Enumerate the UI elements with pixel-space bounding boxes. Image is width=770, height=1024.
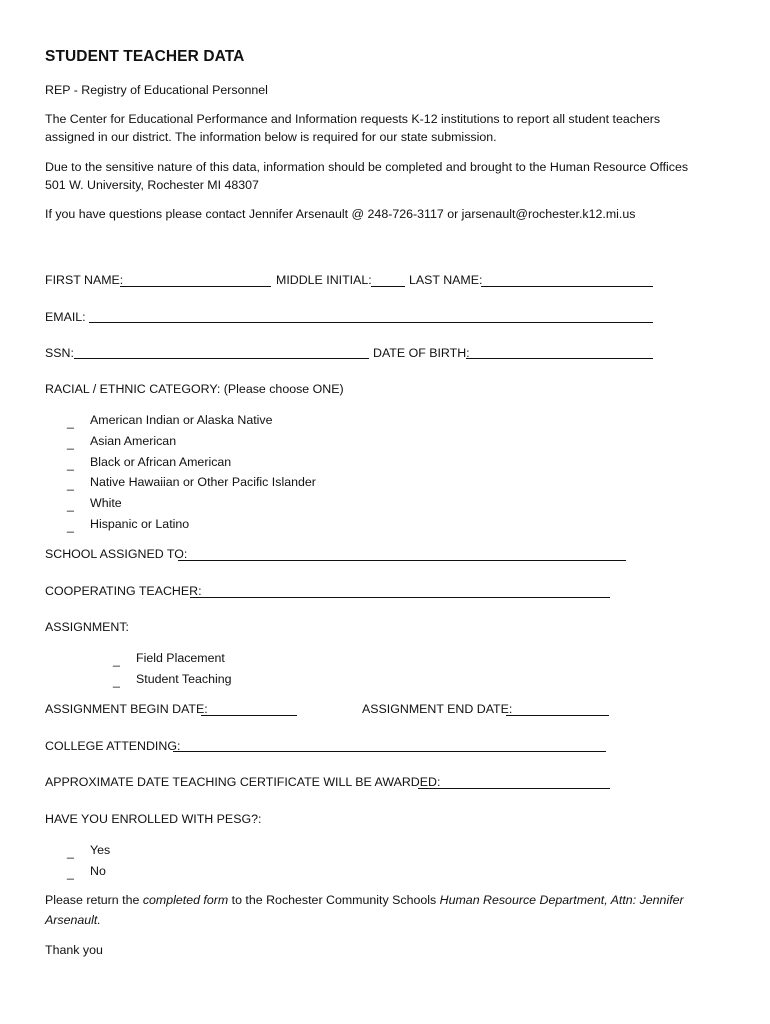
closing-pre: Please return the — [45, 893, 143, 907]
closing-line-2 — [45, 911, 101, 929]
closing-mid: to the Rochester Community Schools — [228, 893, 440, 907]
option-pesg-yes: Yes — [90, 843, 111, 857]
assignment-end-field[interactable] — [506, 715, 609, 716]
last-name-field[interactable] — [481, 286, 653, 287]
first-name-field[interactable] — [120, 286, 271, 287]
first-name-label: FIRST NAME: — [45, 273, 124, 287]
checkbox-native-hawaiian[interactable]: _ — [67, 477, 74, 491]
contact-text: If you have questions please contact Jennifer Arsenault @ 248-726-3117 or jarsenault@rochester.k12.mi.us — [45, 207, 636, 221]
intro-paragraph-line-2: assigned in our district. The information below is required for our state submission. — [45, 130, 497, 144]
assignment-begin-label: ASSIGNMENT BEGIN DATE: — [45, 702, 208, 716]
checkbox-pesg-yes[interactable]: _ — [67, 845, 74, 859]
checkbox-white[interactable]: _ — [67, 498, 74, 512]
racial-category-label: RACIAL / ETHNIC CATEGORY: (Please choose ONE) — [45, 382, 344, 396]
option-asian-american: Asian American — [90, 434, 177, 448]
certificate-date-label: APPROXIMATE DATE TEACHING CERTIFICATE WILL BE AWARDED: — [45, 775, 441, 789]
checkbox-pesg-no[interactable]: _ — [67, 866, 74, 880]
form-title: STUDENT TEACHER DATA — [45, 48, 245, 65]
option-field-placement: Field Placement — [136, 651, 225, 665]
option-student-teaching: Student Teaching — [136, 672, 232, 686]
cooperating-teacher-label: COOPERATING TEACHER: — [45, 584, 202, 598]
closing-completed-form: completed form — [142, 893, 229, 907]
option-white: White — [90, 496, 122, 510]
closing-line-1 — [45, 891, 684, 909]
option-american-indian: American Indian or Alaska Native — [90, 413, 273, 427]
certificate-date-field[interactable] — [418, 788, 610, 789]
thank-you-text: Thank you — [45, 943, 103, 957]
last-name-label: LAST NAME: — [409, 273, 483, 287]
middle-initial-label: MIDDLE INITIAL: — [276, 273, 372, 287]
checkbox-american-indian[interactable]: _ — [67, 415, 74, 429]
option-pesg-no: No — [90, 864, 106, 878]
checkbox-hispanic[interactable]: _ — [67, 519, 74, 533]
option-black: Black or African American — [90, 455, 232, 469]
checkbox-student-teaching[interactable]: _ — [113, 674, 120, 688]
school-assigned-field[interactable] — [178, 560, 626, 561]
ssn-field[interactable] — [74, 358, 369, 359]
rep-text: REP - Registry of Educational Personnel — [45, 83, 268, 97]
pesg-label: HAVE YOU ENROLLED WITH PESG?: — [45, 812, 262, 826]
assignment-label: ASSIGNMENT: — [45, 620, 129, 634]
assignment-end-label: ASSIGNMENT END DATE: — [362, 702, 513, 716]
email-field[interactable] — [89, 322, 653, 323]
middle-initial-field[interactable] — [371, 286, 405, 287]
cooperating-teacher-field[interactable] — [190, 597, 610, 598]
date-of-birth-field[interactable] — [466, 358, 653, 359]
checkbox-field-placement[interactable]: _ — [113, 653, 120, 667]
college-attending-label: COLLEGE ATTENDING: — [45, 739, 181, 753]
date-of-birth-label: DATE OF BIRTH: — [373, 346, 470, 360]
college-attending-field[interactable] — [173, 751, 606, 752]
option-hispanic: Hispanic or Latino — [90, 517, 190, 531]
email-label: EMAIL: — [45, 310, 86, 324]
sensitive-paragraph-line-2: 501 W. University, Rochester MI 48307 — [45, 178, 259, 192]
ssn-label: SSN: — [45, 346, 74, 360]
assignment-begin-field[interactable] — [201, 715, 297, 716]
school-assigned-label: SCHOOL ASSIGNED TO: — [45, 547, 188, 561]
intro-paragraph-line-1: The Center for Educational Performance and Information requests K-12 institutions to report all student teachers — [45, 112, 661, 126]
closing-hr-department: Human Resource Department, Attn: Jennifer — [439, 893, 684, 907]
closing-arsenault: Arsenault. — [45, 913, 101, 927]
sensitive-paragraph-line-1: Due to the sensitive nature of this data, information should be completed and brought to the Human Resource Offices — [45, 160, 689, 174]
option-native-hawaiian: Native Hawaiian or Other Pacific Islander — [90, 475, 316, 489]
checkbox-black[interactable]: _ — [67, 457, 74, 471]
checkbox-asian-american[interactable]: _ — [67, 436, 74, 450]
